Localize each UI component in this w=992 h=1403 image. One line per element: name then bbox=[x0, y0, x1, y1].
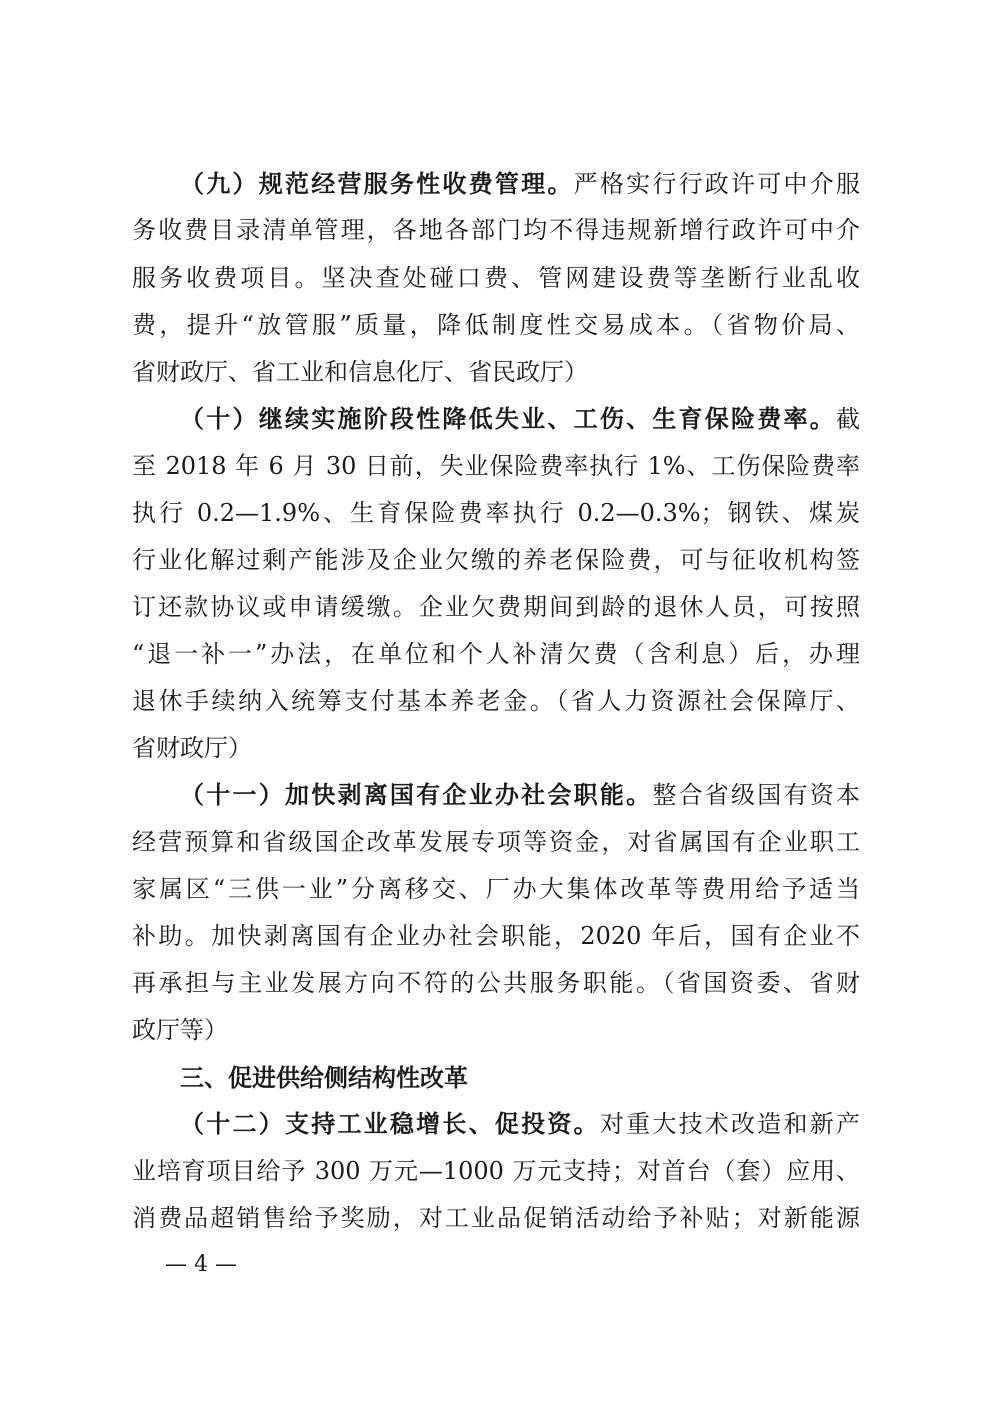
paragraph-11-title: （十一）加快剥离国有企业办社会职能。 bbox=[180, 781, 653, 809]
paragraph-10-line-7: 退休手续纳入统筹支付基本养老金。（省人力资源社会保障厅、 bbox=[132, 687, 860, 715]
paragraph-11-line-2: 经营预算和省级国企改革发展专项等资金，对省属国有企业职工 bbox=[132, 828, 860, 856]
paragraph-9-line-4: 费，提升“放管服”质量，降低制度性交易成本。（省物价局、 bbox=[132, 311, 860, 339]
paragraph-11-line-6: 政厅等） bbox=[132, 1016, 228, 1044]
paragraph-9-line-5: 省财政厅、省工业和信息化厅、省民政厅） bbox=[132, 358, 588, 386]
paragraph-12-line-3: 消费品超销售给予奖励，对工业品促销活动给予补贴；对新能源 bbox=[132, 1204, 860, 1232]
paragraph-11-line-3: 家属区“三供一业”分离移交、厂办大集体改革等费用给予适当 bbox=[132, 875, 860, 903]
paragraph-11-line-4: 补助。加快剥离国有企业办社会职能，2020 年后，国有企业不 bbox=[132, 922, 860, 950]
page-number: — 4 — bbox=[165, 1252, 237, 1277]
paragraph-9-line-2: 务收费目录清单管理，各地各部门均不得违规新增行政许可中介 bbox=[132, 216, 860, 244]
section-3-heading: 三、促进供给侧结构性改革 bbox=[180, 1064, 468, 1092]
paragraph-9-line-3: 服务收费项目。坚决查处碰口费、管网建设费等垄断行业乱收 bbox=[132, 264, 860, 292]
paragraph-12-line-1: （十二）支持工业稳增长、促投资。对重大技术改造和新产 bbox=[180, 1110, 861, 1138]
paragraph-10-title: （十）继续实施阶段性降低失业、工伤、生育保险费率。 bbox=[180, 405, 836, 433]
paragraph-10-line-2: 至 2018 年 6 月 30 日前，失业保险费率执行 1%、工伤保险费率 bbox=[132, 452, 860, 480]
paragraph-10-line-8: 省财政厅） bbox=[132, 734, 252, 762]
paragraph-10-line-1: （十）继续实施阶段性降低失业、工伤、生育保险费率。截 bbox=[180, 405, 860, 433]
paragraph-11-line-1: （十一）加快剥离国有企业办社会职能。整合省级国有资本 bbox=[180, 781, 861, 809]
paragraph-12-title: （十二）支持工业稳增长、促投资。 bbox=[180, 1110, 600, 1138]
paragraph-10-line-6: “退一补一”办法，在单位和个人补清欠费（含利息）后，办理 bbox=[132, 640, 860, 668]
paragraph-10-line-4: 行业化解过剩产能涉及企业欠缴的养老保险费，可与征收机构签 bbox=[132, 546, 860, 574]
paragraph-12-line-2: 业培育项目给予 300 万元—1000 万元支持；对首台（套）应用、 bbox=[132, 1157, 860, 1185]
paragraph-9-title: （九）规范经营服务性收费管理。 bbox=[180, 170, 574, 198]
paragraph-11-line-5: 再承担与主业发展方向不符的公共服务职能。（省国资委、省财 bbox=[132, 969, 860, 997]
paragraph-10-line-3: 执行 0.2—1.9%、生育保险费率执行 0.2—0.3%；钢铁、煤炭 bbox=[132, 499, 860, 527]
paragraph-10-line-5: 订还款协议或申请缓缴。企业欠费期间到龄的退休人员，可按照 bbox=[132, 593, 860, 621]
paragraph-9-line-1: （九）规范经营服务性收费管理。严格实行行政许可中介服 bbox=[180, 170, 861, 198]
